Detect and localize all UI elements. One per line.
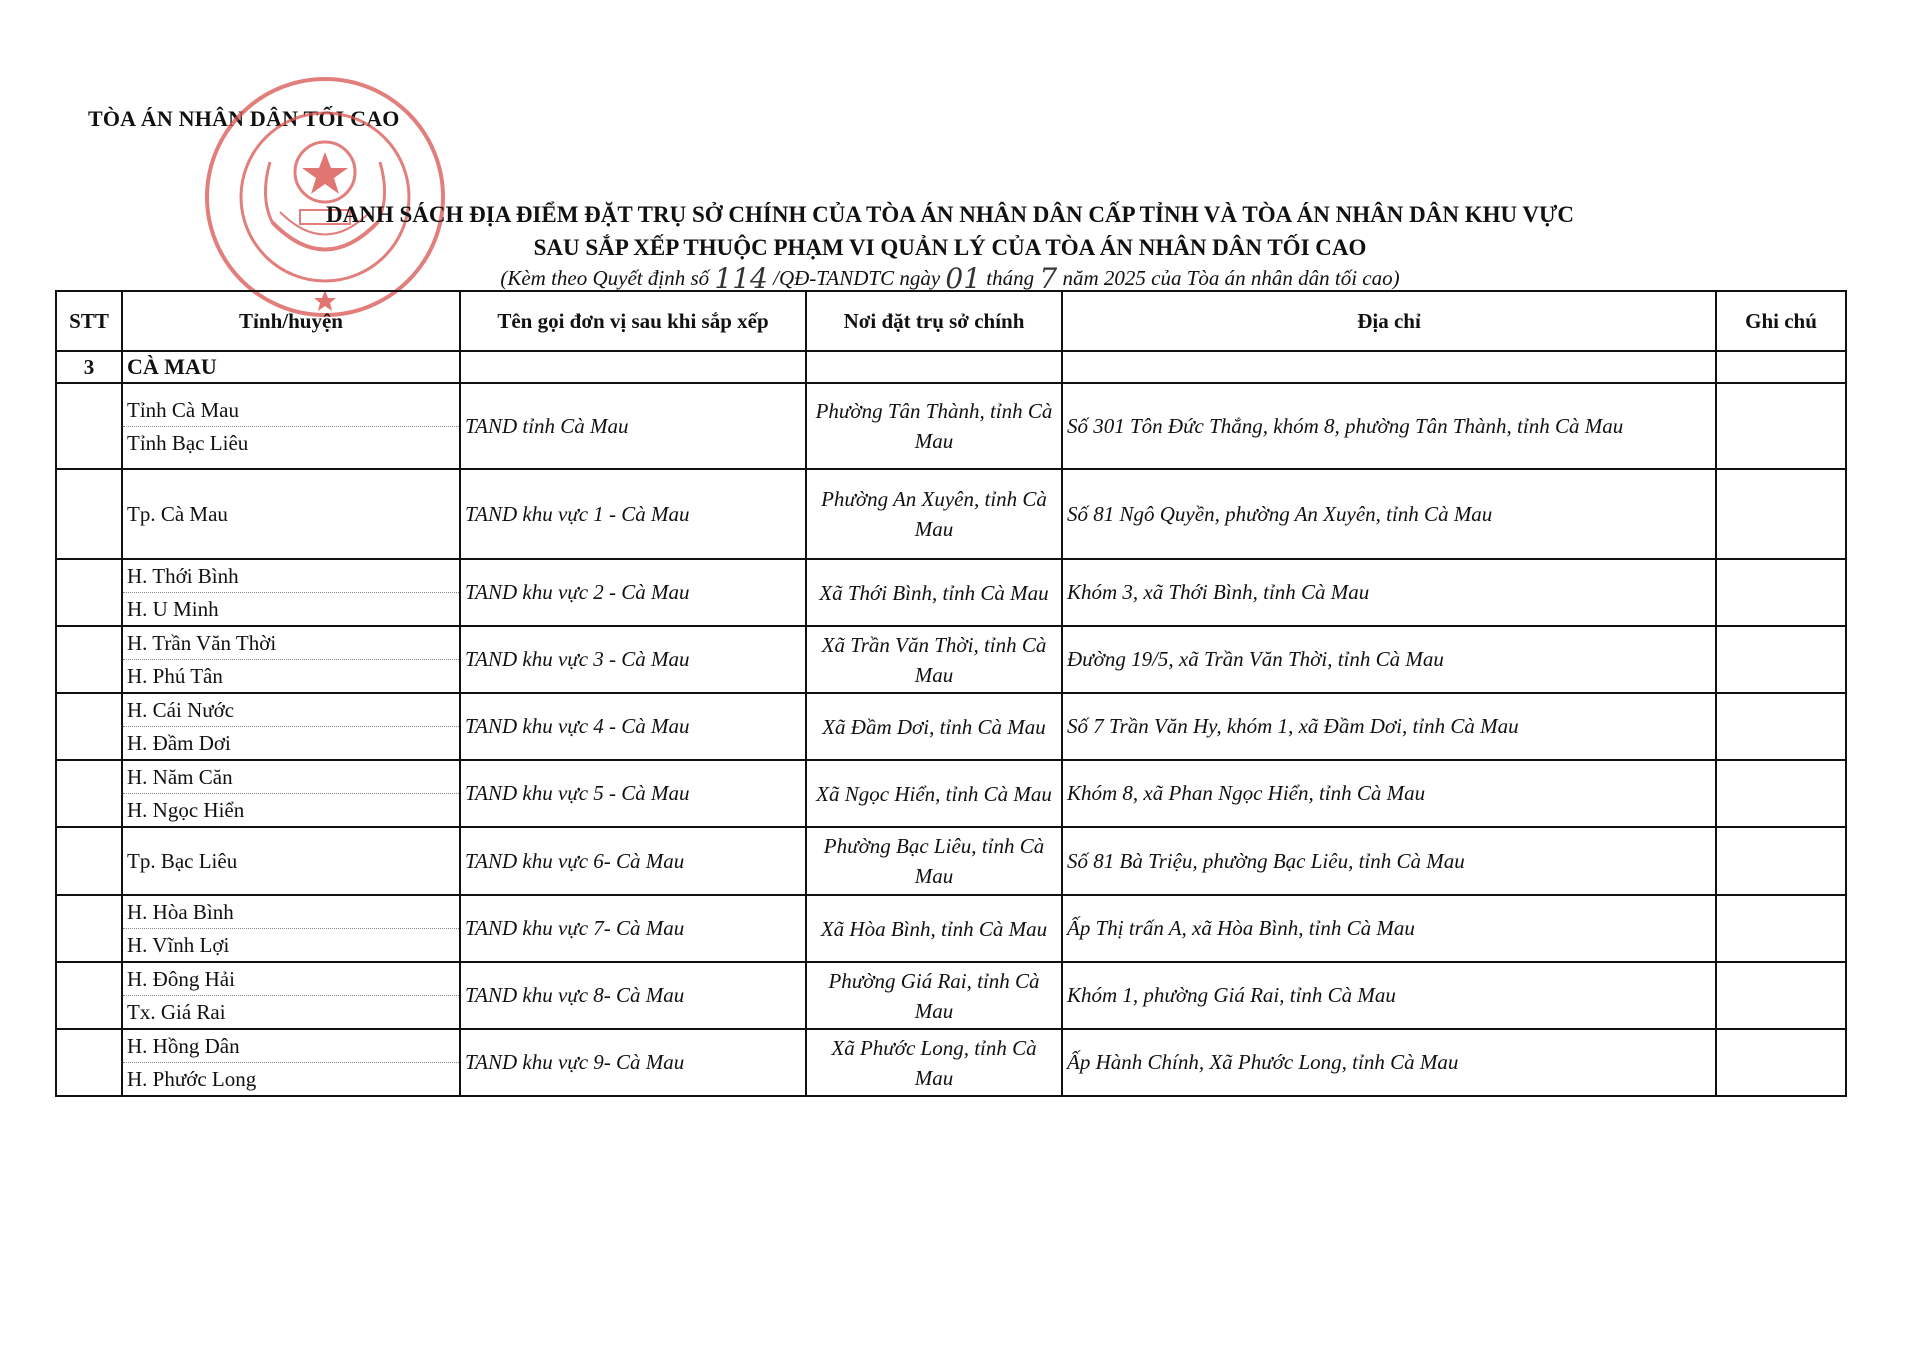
column-header: Tên gọi đơn vị sau khi sắp xếp (460, 291, 806, 351)
row-stt (56, 962, 122, 1029)
table-row (56, 1029, 1846, 1096)
row-stt (56, 1029, 122, 1096)
row-note (1716, 383, 1846, 469)
table-row (56, 626, 1846, 693)
subtitle-pre: (Kèm theo Quyết định số (500, 266, 710, 290)
row-stt (56, 693, 122, 760)
row-stt (56, 559, 122, 626)
district-name: Tp. Cà Mau (127, 502, 228, 526)
row-stt (56, 827, 122, 895)
row-address: Khóm 3, xã Thới Bình, tỉnh Cà Mau (1062, 559, 1716, 626)
row-stt (56, 626, 122, 693)
row-location: Phường Bạc Liêu, tỉnh Cà Mau (806, 827, 1062, 895)
table-row (56, 962, 1846, 1029)
district-name: H. Năm Căn (123, 761, 459, 794)
row-districts (122, 383, 460, 469)
district-name: H. Phú Tân (127, 664, 223, 688)
row-location: Xã Thới Bình, tỉnh Cà Mau (806, 559, 1062, 626)
subtitle-mid-2: tháng (986, 266, 1035, 290)
empty-cell (1062, 351, 1716, 383)
group-name: CÀ MAU (122, 351, 460, 383)
row-note (1716, 962, 1846, 1029)
district-name: H. Thới Bình (123, 560, 459, 593)
row-note (1716, 469, 1846, 559)
group-row (56, 351, 1846, 383)
row-address: Số 7 Trần Văn Hy, khóm 1, xã Đầm Dơi, tỉnh Cà Mau (1062, 693, 1716, 760)
row-districts (122, 469, 460, 559)
row-stt (56, 469, 122, 559)
row-location: Xã Ngọc Hiển, tỉnh Cà Mau (806, 760, 1062, 827)
district-name: H. Vĩnh Lợi (127, 933, 230, 957)
group-stt: 3 (56, 351, 122, 383)
row-location: Xã Phước Long, tỉnh Cà Mau (806, 1029, 1062, 1096)
row-unit: TAND khu vực 2 - Cà Mau (460, 559, 806, 626)
row-stt (56, 895, 122, 962)
row-note (1716, 1029, 1846, 1096)
row-address: Ấp Thị trấn A, xã Hòa Bình, tỉnh Cà Mau (1062, 895, 1716, 962)
row-unit: TAND khu vực 8- Cà Mau (460, 962, 806, 1029)
agency-name: TÒA ÁN NHÂN DÂN TỐI CAO (88, 106, 400, 131)
row-address: Đường 19/5, xã Trần Văn Thời, tỉnh Cà Mau (1062, 626, 1716, 693)
district-name: H. Hòa Bình (123, 896, 459, 929)
location-table (55, 290, 1847, 1097)
empty-cell (1716, 351, 1846, 383)
subtitle-post: năm 2025 của Tòa án nhân dân tối cao) (1062, 266, 1400, 290)
row-address: Số 81 Bà Triệu, phường Bạc Liêu, tỉnh Cà Mau (1062, 827, 1716, 895)
row-address: Ấp Hành Chính, Xã Phước Long, tỉnh Cà Mau (1062, 1029, 1716, 1096)
title-line-2: SAU SẮP XẾP THUỘC PHẠM VI QUẢN LÝ CỦA TÒA ÁN NHÂN DÂN TỐI CAO (533, 235, 1367, 260)
decision-day: 01 (945, 262, 982, 295)
empty-cell (460, 351, 806, 383)
district-name: Tx. Giá Rai (127, 1000, 226, 1024)
row-unit: TAND khu vực 9- Cà Mau (460, 1029, 806, 1096)
district-name: Tỉnh Bạc Liêu (127, 430, 249, 455)
row-unit: TAND khu vực 6- Cà Mau (460, 827, 806, 895)
district-name: Tp. Bạc Liêu (127, 849, 238, 873)
column-header: Ghi chú (1716, 291, 1846, 351)
district-name: H. Đầm Dơi (127, 731, 231, 755)
row-unit: TAND khu vực 3 - Cà Mau (460, 626, 806, 693)
table-row (56, 469, 1846, 559)
column-header: Nơi đặt trụ sở chính (806, 291, 1062, 351)
column-header: Tỉnh/huyện (122, 291, 460, 351)
row-note (1716, 626, 1846, 693)
subtitle-mid-1: /QĐ-TANDTC ngày (773, 266, 941, 290)
row-districts (122, 962, 460, 1029)
row-districts (122, 559, 460, 626)
document-title (250, 198, 1650, 264)
row-note (1716, 760, 1846, 827)
row-address: Số 301 Tôn Đức Thắng, khóm 8, phường Tân Thành, tỉnh Cà Mau (1062, 383, 1716, 469)
district-name: Tỉnh Cà Mau (123, 394, 459, 427)
district-name: H. Đông Hải (123, 963, 459, 996)
row-unit: TAND tỉnh Cà Mau (460, 383, 806, 469)
table-row (56, 693, 1846, 760)
row-address: Khóm 8, xã Phan Ngọc Hiển, tỉnh Cà Mau (1062, 760, 1716, 827)
row-districts (122, 626, 460, 693)
row-note (1716, 559, 1846, 626)
column-header: STT (56, 291, 122, 351)
row-districts (122, 760, 460, 827)
row-unit: TAND khu vực 7- Cà Mau (460, 895, 806, 962)
row-location: Phường An Xuyên, tỉnh Cà Mau (806, 469, 1062, 559)
row-address: Số 81 Ngô Quyền, phường An Xuyên, tỉnh Cà Mau (1062, 469, 1716, 559)
district-name: H. Phước Long (127, 1067, 257, 1091)
row-location: Phường Giá Rai, tỉnh Cà Mau (806, 962, 1062, 1029)
table-row (56, 895, 1846, 962)
row-districts (122, 827, 460, 895)
district-name: H. U Minh (127, 597, 219, 621)
row-unit: TAND khu vực 4 - Cà Mau (460, 693, 806, 760)
decision-month: 7 (1039, 262, 1058, 295)
row-districts (122, 693, 460, 760)
row-note (1716, 693, 1846, 760)
district-name: H. Hồng Dân (123, 1030, 459, 1063)
table-row (56, 760, 1846, 827)
row-note (1716, 827, 1846, 895)
district-name: H. Trần Văn Thời (123, 627, 459, 660)
row-districts (122, 895, 460, 962)
row-districts (122, 1029, 460, 1096)
district-name: H. Ngọc Hiển (127, 798, 245, 822)
row-stt (56, 383, 122, 469)
row-unit: TAND khu vực 1 - Cà Mau (460, 469, 806, 559)
column-header: Địa chỉ (1062, 291, 1716, 351)
table-header-row (56, 291, 1846, 351)
title-line-1: DANH SÁCH ĐỊA ĐIỂM ĐẶT TRỤ SỞ CHÍNH CỦA TÒA ÁN NHÂN DÂN CẤP TỈNH VÀ TÒA ÁN NHÂN DÂN KHU VỰC (326, 202, 1574, 227)
decision-number: 114 (714, 262, 768, 295)
row-location: Xã Hòa Bình, tỉnh Cà Mau (806, 895, 1062, 962)
table-row (56, 559, 1846, 626)
row-location: Phường Tân Thành, tỉnh Cà Mau (806, 383, 1062, 469)
empty-cell (806, 351, 1062, 383)
district-name: H. Cái Nước (123, 694, 459, 727)
row-note (1716, 895, 1846, 962)
row-address: Khóm 1, phường Giá Rai, tỉnh Cà Mau (1062, 962, 1716, 1029)
row-stt (56, 760, 122, 827)
row-location: Xã Trần Văn Thời, tỉnh Cà Mau (806, 626, 1062, 693)
row-location: Xã Đầm Dơi, tỉnh Cà Mau (806, 693, 1062, 760)
table-row (56, 827, 1846, 895)
row-unit: TAND khu vực 5 - Cà Mau (460, 760, 806, 827)
table-row (56, 383, 1846, 469)
